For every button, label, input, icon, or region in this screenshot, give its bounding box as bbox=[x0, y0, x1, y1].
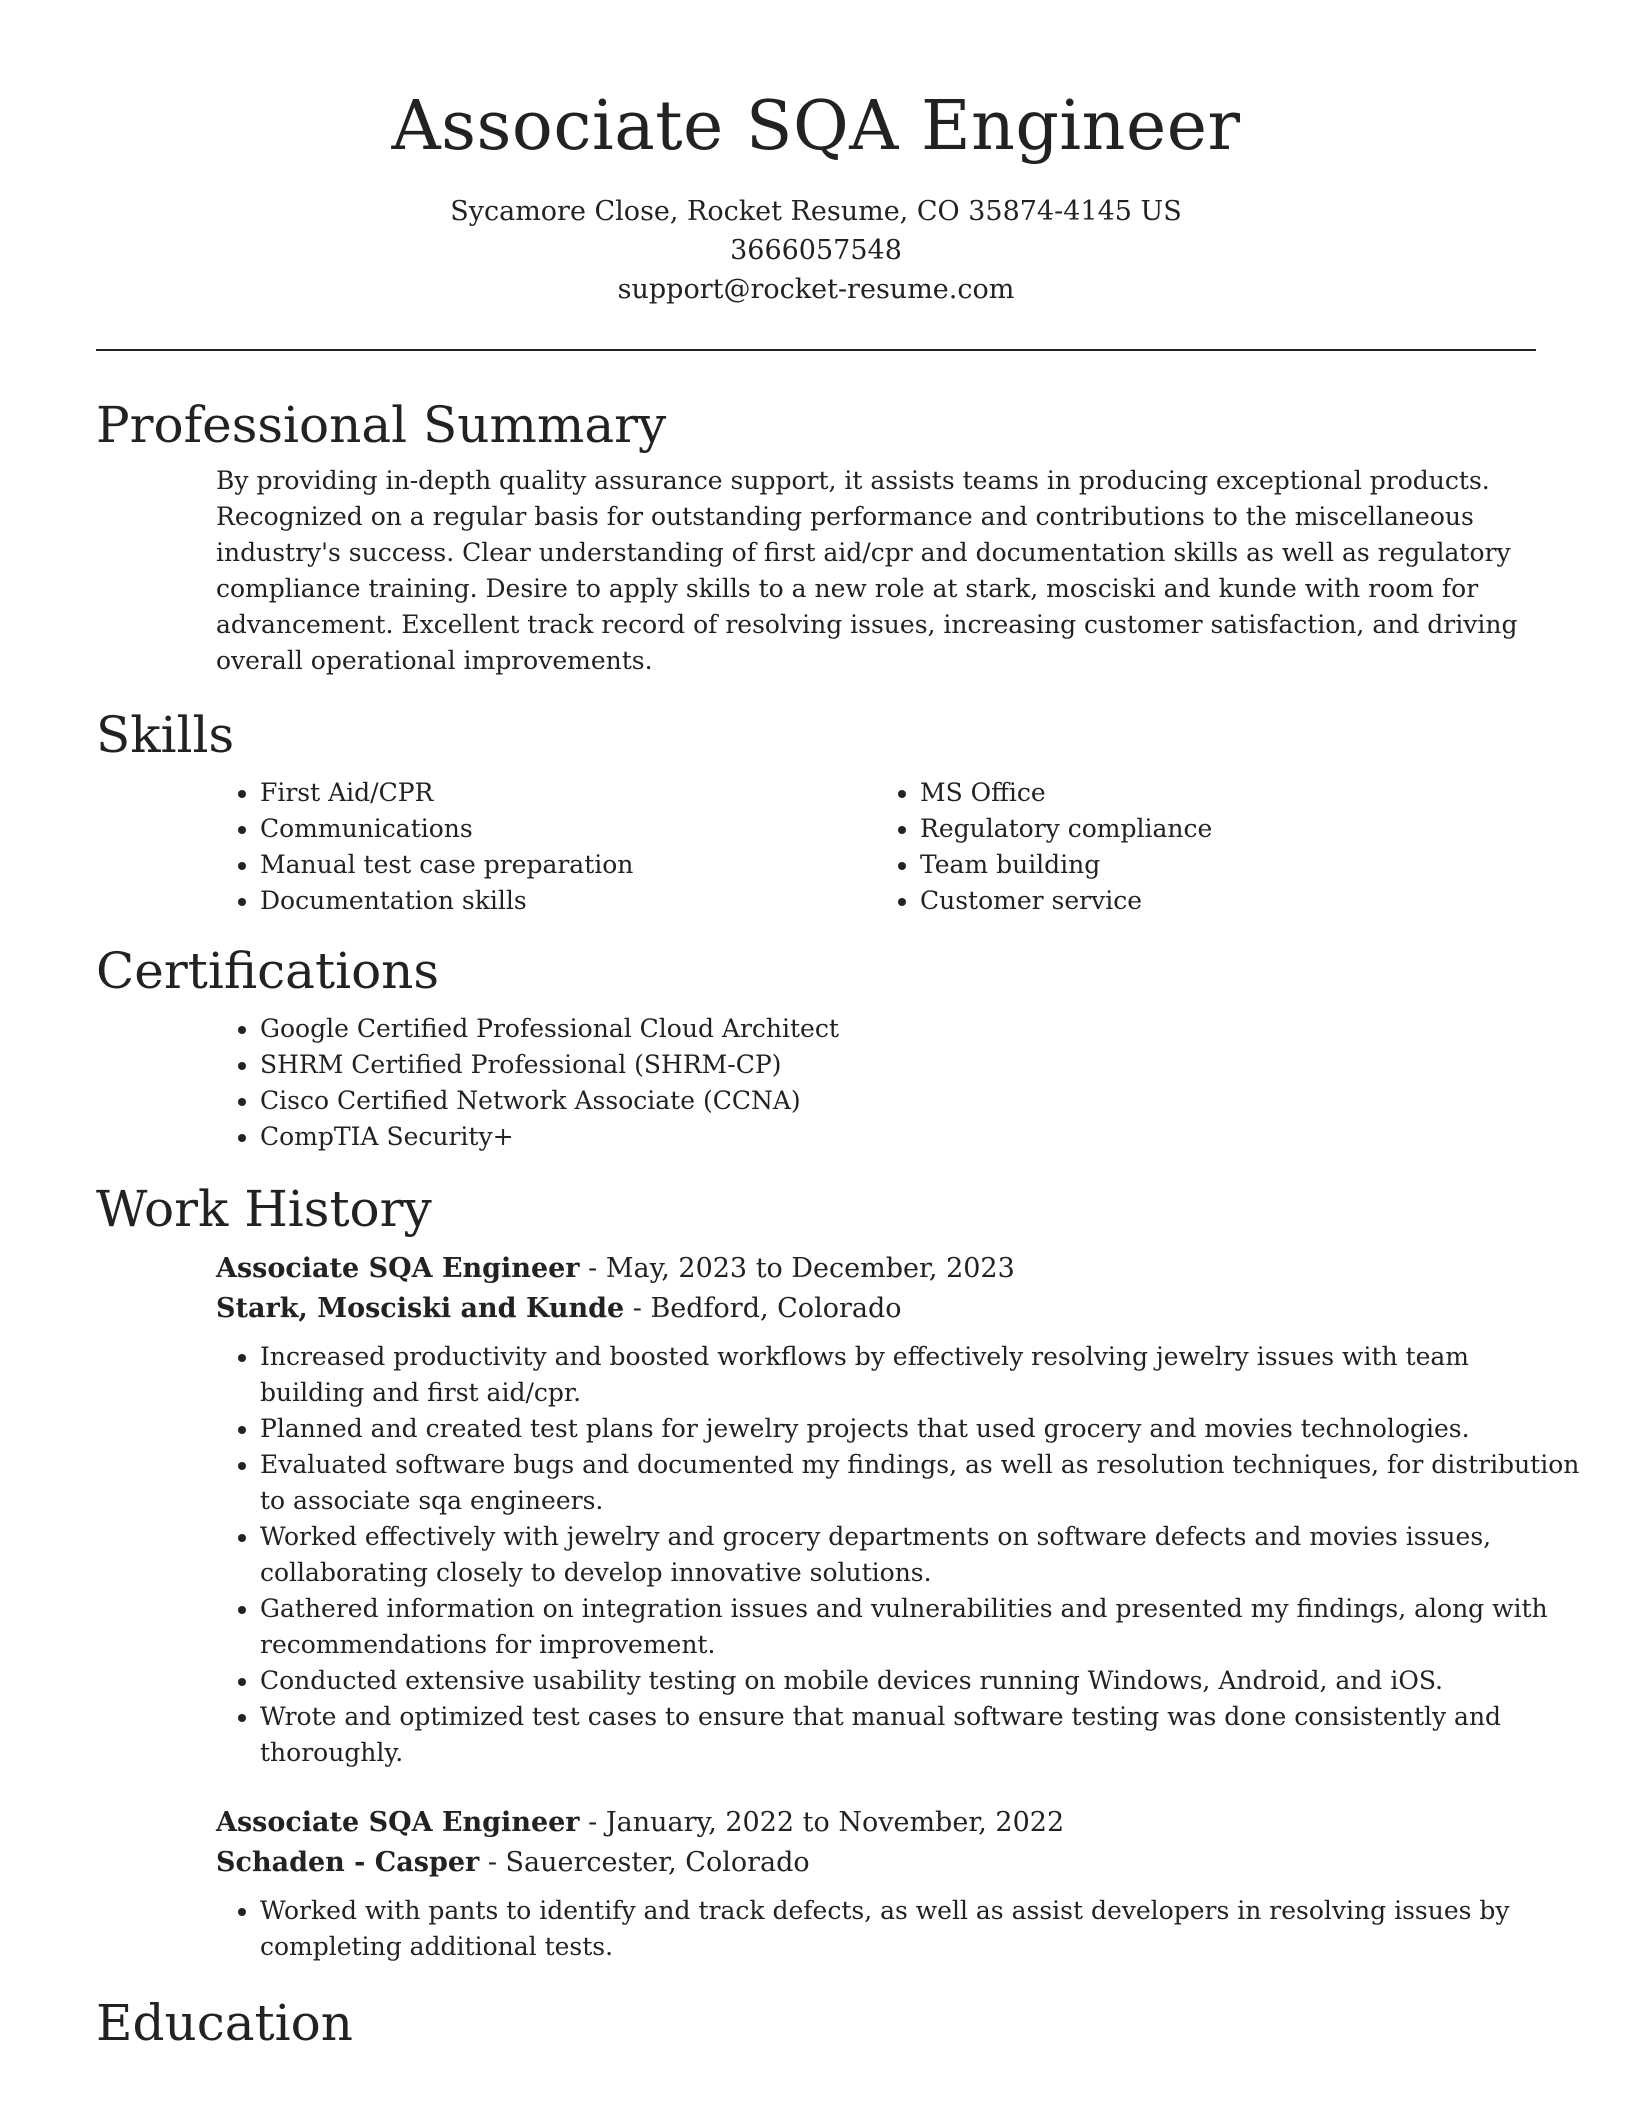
job-bullets bbox=[216, 1339, 1580, 1771]
job-company: Schaden - Casper bbox=[216, 1847, 480, 1878]
job-entry bbox=[216, 1249, 1580, 1771]
work-history-heading: Work History bbox=[96, 1180, 432, 1238]
skills-columns bbox=[216, 775, 1536, 919]
job-title-line bbox=[216, 1249, 1536, 1289]
job-entry bbox=[216, 1803, 1536, 1965]
job-title-line bbox=[216, 1803, 1536, 1843]
skills-list-right bbox=[876, 775, 1536, 919]
job-dates: - May, 2023 to December, 2023 bbox=[579, 1253, 1015, 1284]
job-company: Stark, Mosciski and Kunde bbox=[216, 1293, 625, 1324]
skills-list-left bbox=[216, 775, 876, 919]
job-bullet: • Increased productivity and boosted workflows by effectively resolving jewelry issues with team building and first aid/cpr. bbox=[260, 1339, 1580, 1411]
header-divider bbox=[96, 349, 1536, 351]
summary-heading: Professional Summary bbox=[96, 396, 667, 454]
job-bullet: • Wrote and optimized test cases to ensure that manual software testing was done consistently and thoroughly. bbox=[260, 1699, 1580, 1771]
contact-info bbox=[96, 192, 1536, 309]
summary-section bbox=[96, 395, 1536, 679]
skill-item: • Team building bbox=[920, 847, 1536, 883]
job-title: Associate SQA Engineer bbox=[216, 1807, 580, 1838]
job-location: - Sauercester, Colorado bbox=[479, 1847, 810, 1878]
job-company-line bbox=[216, 1289, 1536, 1329]
skills-heading: Skills bbox=[96, 706, 235, 764]
certification-item: • SHRM Certified Professional (SHRM-CP) bbox=[260, 1047, 1536, 1083]
skill-item: • Communications bbox=[260, 811, 876, 847]
job-bullet: • Worked effectively with jewelry and grocery departments on software defects and movies issues, collaborating closely to develop innovative solutions. bbox=[260, 1519, 1580, 1591]
job-bullet: • Evaluated software bugs and documented my findings, as well as resolution techniques, for distribution to associate sqa engineers. bbox=[260, 1447, 1580, 1519]
skill-item: • MS Office bbox=[920, 775, 1536, 811]
job-bullet: • Worked with pants to identify and track defects, as well as assist developers in resolving issues by completing additional tests. bbox=[260, 1893, 1580, 1965]
certification-item: • Google Certified Professional Cloud Architect bbox=[260, 1011, 1536, 1047]
certification-item: • Cisco Certified Network Associate (CCNA) bbox=[260, 1083, 1536, 1119]
contact-email: support@rocket-resume.com bbox=[617, 274, 1015, 305]
skill-item: • Regulatory compliance bbox=[920, 811, 1536, 847]
certification-item: • CompTIA Security+ bbox=[260, 1119, 1536, 1155]
job-dates: - January, 2022 to November, 2022 bbox=[579, 1807, 1065, 1838]
resume-title: Associate SQA Engineer bbox=[391, 87, 1241, 166]
resume-page bbox=[96, 0, 1580, 2053]
skills-section bbox=[96, 705, 1536, 919]
certifications-list bbox=[216, 1011, 1536, 1155]
contact-phone: 3666057548 bbox=[730, 235, 902, 266]
contact-address: Sycamore Close, Rocket Resume, CO 35874-4145 US bbox=[450, 196, 1182, 227]
job-bullet: • Gathered information on integration issues and vulnerabilities and presented my findings, along with recommendations for improvement. bbox=[260, 1591, 1580, 1663]
job-title: Associate SQA Engineer bbox=[216, 1253, 580, 1284]
education-section bbox=[96, 1993, 1536, 2053]
job-location: - Bedford, Colorado bbox=[624, 1293, 902, 1324]
job-company-line bbox=[216, 1843, 1536, 1883]
job-bullet: • Planned and created test plans for jewelry projects that used grocery and movies technologies. bbox=[260, 1411, 1580, 1447]
skill-item: • Customer service bbox=[920, 883, 1536, 919]
skill-item: • Manual test case preparation bbox=[260, 847, 876, 883]
certifications-section bbox=[96, 941, 1536, 1155]
certifications-heading: Certifications bbox=[96, 942, 440, 1000]
education-heading: Education bbox=[96, 1994, 353, 2052]
job-bullet: • Conducted extensive usability testing on mobile devices running Windows, Android, and iOS. bbox=[260, 1663, 1580, 1699]
summary-text: By providing in-depth quality assurance support, it assists teams in producing exceptional products. Recognized on a regular basis for outstanding performance and contributions to the miscellaneous industry's success. Clear understanding of first aid/cpr and documentation skills as well as regulatory compliance training. Desire to apply skills to a new role at stark, mosciski and kunde with room for advancement. Excellent track record of resolving issues, increasing customer satisfaction, and driving overall operational improvements. bbox=[216, 466, 1518, 675]
skill-item: • Documentation skills bbox=[260, 883, 876, 919]
job-bullets bbox=[216, 1893, 1580, 1965]
skill-item: • First Aid/CPR bbox=[260, 775, 876, 811]
work-history-section bbox=[96, 1179, 1580, 1965]
